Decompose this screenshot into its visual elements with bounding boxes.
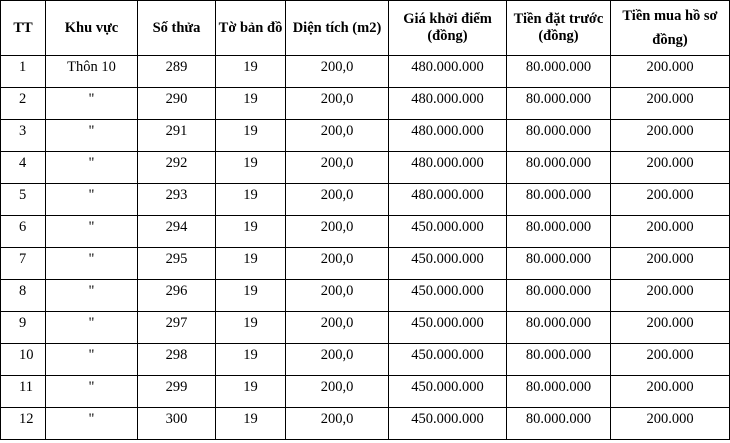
header-gia-khoi-diem <box>389 1 507 56</box>
cell-tien-dat-truoc: 80.000.000 <box>507 184 611 216</box>
cell-tt: 8 <box>1 280 46 312</box>
cell-gia-khoi-diem: 450.000.000 <box>389 248 507 280</box>
cell-dien-tich: 200,0 <box>286 120 389 152</box>
cell-so-thua: 298 <box>138 344 216 376</box>
cell-khu-vuc: " <box>46 248 138 280</box>
cell-khu-vuc: " <box>46 344 138 376</box>
cell-tien-mua-ho-so: 200.000 <box>611 376 730 408</box>
cell-tt: 7 <box>1 248 46 280</box>
cell-so-thua: 300 <box>138 408 216 440</box>
cell-tien-mua-ho-so: 200.000 <box>611 152 730 184</box>
table-row <box>1 120 730 152</box>
cell-tt: 10 <box>1 344 46 376</box>
table-row <box>1 312 730 344</box>
cell-to-ban-do: 19 <box>216 56 286 88</box>
cell-to-ban-do: 19 <box>216 216 286 248</box>
cell-gia-khoi-diem: 450.000.000 <box>389 376 507 408</box>
cell-to-ban-do: 19 <box>216 376 286 408</box>
header-sublabel: (đồng) <box>427 28 468 44</box>
cell-to-ban-do: 19 <box>216 184 286 216</box>
cell-tien-dat-truoc: 80.000.000 <box>507 120 611 152</box>
table-row <box>1 88 730 120</box>
cell-tien-dat-truoc: 80.000.000 <box>507 88 611 120</box>
header-sublabel: (đồng) <box>538 28 579 44</box>
cell-tien-mua-ho-so: 200.000 <box>611 88 730 120</box>
cell-to-ban-do: 19 <box>216 344 286 376</box>
cell-tien-dat-truoc: 80.000.000 <box>507 280 611 312</box>
header-tt <box>1 1 46 56</box>
cell-so-thua: 289 <box>138 56 216 88</box>
cell-khu-vuc: " <box>46 312 138 344</box>
cell-tt: 9 <box>1 312 46 344</box>
header-label: Tiền đặt trước <box>513 11 604 27</box>
cell-khu-vuc: " <box>46 408 138 440</box>
header-label: Tiền mua hồ sơ <box>622 8 718 24</box>
cell-tien-mua-ho-so: 200.000 <box>611 56 730 88</box>
header-label: Khu vực <box>64 19 119 36</box>
cell-tt: 11 <box>1 376 46 408</box>
cell-so-thua: 294 <box>138 216 216 248</box>
cell-so-thua: 293 <box>138 184 216 216</box>
table-row <box>1 280 730 312</box>
cell-dien-tich: 200,0 <box>286 280 389 312</box>
header-label: Diện tích (m2) <box>292 19 382 36</box>
cell-tien-mua-ho-so: 200.000 <box>611 280 730 312</box>
table-row <box>1 56 730 88</box>
cell-gia-khoi-diem: 480.000.000 <box>389 88 507 120</box>
cell-tien-dat-truoc: 80.000.000 <box>507 152 611 184</box>
cell-gia-khoi-diem: 480.000.000 <box>389 184 507 216</box>
cell-to-ban-do: 19 <box>216 408 286 440</box>
cell-tien-dat-truoc: 80.000.000 <box>507 248 611 280</box>
cell-khu-vuc: " <box>46 216 138 248</box>
table-row <box>1 184 730 216</box>
cell-tien-dat-truoc: 80.000.000 <box>507 408 611 440</box>
cell-tt: 6 <box>1 216 46 248</box>
cell-gia-khoi-diem: 480.000.000 <box>389 152 507 184</box>
cell-so-thua: 297 <box>138 312 216 344</box>
cell-khu-vuc: " <box>46 376 138 408</box>
table-row <box>1 408 730 440</box>
table-header <box>1 1 730 56</box>
cell-so-thua: 290 <box>138 88 216 120</box>
cell-tt: 4 <box>1 152 46 184</box>
table-body <box>1 56 730 440</box>
cell-dien-tich: 200,0 <box>286 56 389 88</box>
cell-tien-mua-ho-so: 200.000 <box>611 248 730 280</box>
header-sublabel: đồng) <box>652 32 688 48</box>
header-tien-dat-truoc <box>507 1 611 56</box>
header-dien-tich <box>286 1 389 56</box>
cell-tt: 5 <box>1 184 46 216</box>
cell-tien-mua-ho-so: 200.000 <box>611 312 730 344</box>
cell-tt: 3 <box>1 120 46 152</box>
cell-tt: 12 <box>1 408 46 440</box>
cell-so-thua: 295 <box>138 248 216 280</box>
cell-gia-khoi-diem: 450.000.000 <box>389 280 507 312</box>
cell-tt: 2 <box>1 88 46 120</box>
header-so-thua <box>138 1 216 56</box>
table-row <box>1 344 730 376</box>
cell-tien-mua-ho-so: 200.000 <box>611 120 730 152</box>
cell-tt: 1 <box>1 56 46 88</box>
cell-dien-tich: 200,0 <box>286 376 389 408</box>
cell-tien-dat-truoc: 80.000.000 <box>507 56 611 88</box>
table-row <box>1 248 730 280</box>
cell-khu-vuc: " <box>46 88 138 120</box>
cell-so-thua: 299 <box>138 376 216 408</box>
header-row <box>1 1 730 56</box>
cell-tien-mua-ho-so: 200.000 <box>611 408 730 440</box>
cell-to-ban-do: 19 <box>216 88 286 120</box>
cell-so-thua: 296 <box>138 280 216 312</box>
cell-tien-dat-truoc: 80.000.000 <box>507 344 611 376</box>
cell-to-ban-do: 19 <box>216 120 286 152</box>
cell-dien-tich: 200,0 <box>286 408 389 440</box>
cell-khu-vuc: " <box>46 184 138 216</box>
cell-tien-dat-truoc: 80.000.000 <box>507 216 611 248</box>
header-label: Tờ bản đồ <box>218 19 283 36</box>
cell-gia-khoi-diem: 450.000.000 <box>389 408 507 440</box>
cell-to-ban-do: 19 <box>216 248 286 280</box>
cell-tien-mua-ho-so: 200.000 <box>611 344 730 376</box>
cell-khu-vuc: Thôn 10 <box>46 56 138 88</box>
header-label: Số thửa <box>152 19 201 36</box>
table-row <box>1 216 730 248</box>
cell-khu-vuc: " <box>46 152 138 184</box>
cell-to-ban-do: 19 <box>216 280 286 312</box>
cell-tien-mua-ho-so: 200.000 <box>611 184 730 216</box>
cell-to-ban-do: 19 <box>216 312 286 344</box>
header-to-ban-do <box>216 1 286 56</box>
cell-khu-vuc: " <box>46 280 138 312</box>
cell-dien-tich: 200,0 <box>286 152 389 184</box>
cell-tien-mua-ho-so: 200.000 <box>611 216 730 248</box>
table-row <box>1 376 730 408</box>
cell-dien-tich: 200,0 <box>286 184 389 216</box>
header-label: Giá khởi điểm <box>403 11 492 27</box>
cell-gia-khoi-diem: 450.000.000 <box>389 312 507 344</box>
cell-tien-dat-truoc: 80.000.000 <box>507 312 611 344</box>
cell-dien-tich: 200,0 <box>286 88 389 120</box>
cell-tien-dat-truoc: 80.000.000 <box>507 376 611 408</box>
cell-dien-tich: 200,0 <box>286 216 389 248</box>
table-row <box>1 152 730 184</box>
cell-so-thua: 292 <box>138 152 216 184</box>
cell-so-thua: 291 <box>138 120 216 152</box>
cell-khu-vuc: " <box>46 120 138 152</box>
cell-gia-khoi-diem: 450.000.000 <box>389 344 507 376</box>
cell-gia-khoi-diem: 480.000.000 <box>389 56 507 88</box>
cell-dien-tich: 200,0 <box>286 344 389 376</box>
cell-dien-tich: 200,0 <box>286 312 389 344</box>
cell-to-ban-do: 19 <box>216 152 286 184</box>
header-tien-mua-ho-so <box>611 1 730 56</box>
cell-gia-khoi-diem: 450.000.000 <box>389 216 507 248</box>
header-label: TT <box>13 19 33 36</box>
cell-dien-tich: 200,0 <box>286 248 389 280</box>
cell-gia-khoi-diem: 480.000.000 <box>389 120 507 152</box>
header-khu-vuc <box>46 1 138 56</box>
